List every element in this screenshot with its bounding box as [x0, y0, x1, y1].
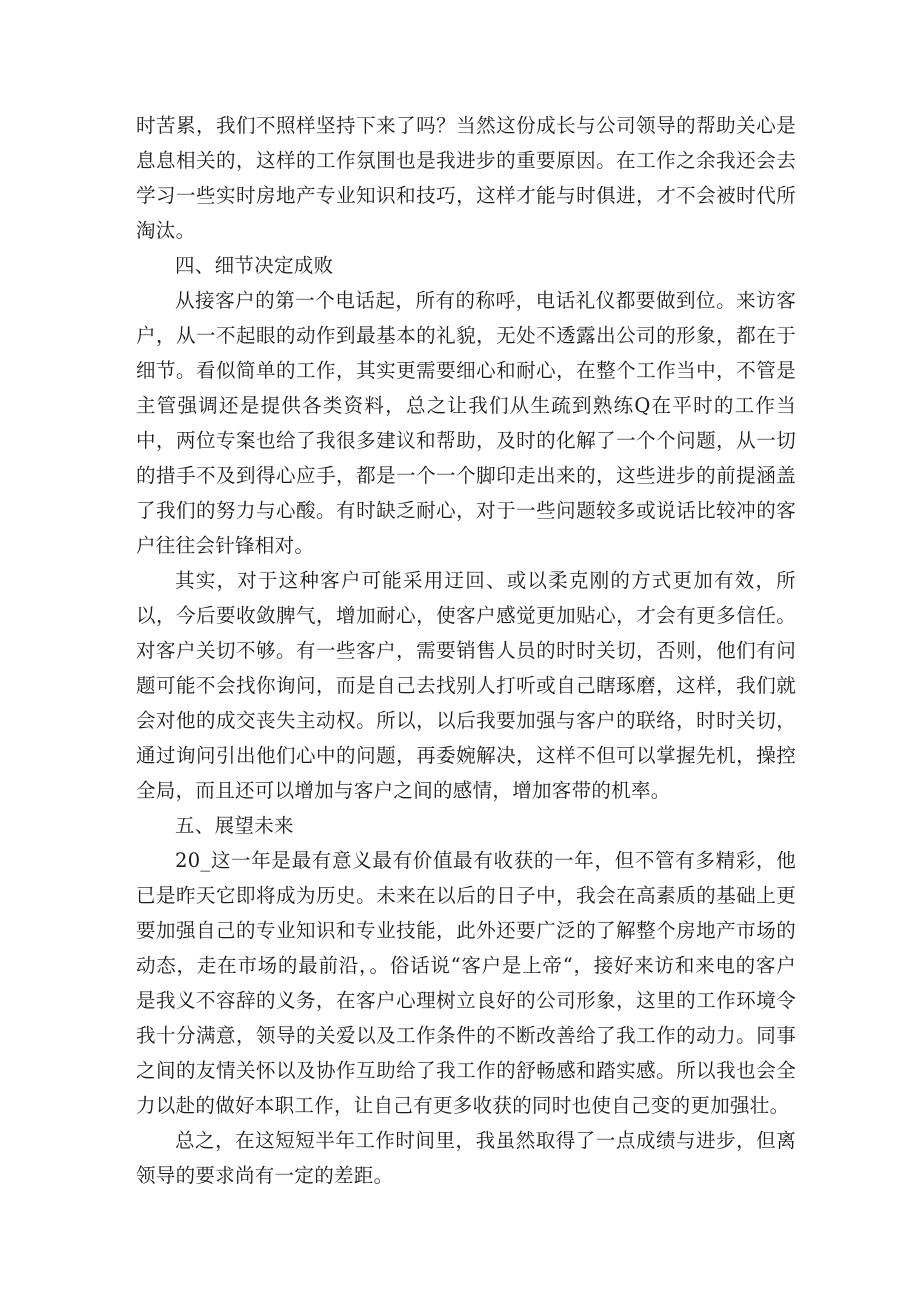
- paragraph-summary: 总之，在这短短半年工作时间里，我虽然取得了一点成绩与进步，但离领导的要求尚有一定的差距。: [136, 1129, 796, 1187]
- document-body: [136, 108, 796, 1193]
- paragraph-details: 从接客户的第一个电话起，所有的称呼，电话礼仪都要做到位。来访客户，从一不起眼的动作到最基本的礼貌，无处不透露出公司的形象，都在于细节。看似简单的工作，其实更需要细心和耐心，在整个工作当中，不管是主管强调还是提供各类资料，总之让我们从生疏到熟练Q在平时的工作当中，两位专案也给了我很多建议和帮助，及时的化解了一个个问题，从一切的措手不及到得心应手，都是一个一个脚印走出来的，这些进步的前提涵盖了我们的努力与心酸。有时缺乏耐心，对于一些问题较多或说话比较冲的客户往往会针锋相对。: [136, 289, 796, 557]
- section-heading-4: 四、细节决定成败: [175, 254, 334, 277]
- paragraph-continued: 时苦累，我们不照样坚持下来了吗？当然这份成长与公司领导的帮助关心是息息相关的，这样的工作氛围也是我进步的重要原因。在工作之余我还会去学习一些实时房地产专业知识和技巧，这样才能与时俱进，才不会被时代所淘汰。: [136, 114, 796, 242]
- paragraph-future: 20_这一年是最有意义最有价值最有收获的一年，但不管有多精彩，他已是昨天它即将成为历史。未来在以后的日子中，我会在高素质的基础上更要加强自己的专业知识和专业技能，此外还要广泛的了解整个房地产市场的动态，走在市场的最前沿，。俗话说“客户是上帝“，接好来访和来电的客户是我义不容辞的义务，在客户心理树立良好的公司形象，这里的工作环境令我十分满意，领导的关爱以及工作条件的不断改善给了我工作的动力。同事之间的友情关怀以及协作互助给了我工作的舒畅感和踏实感。所以我也会全力以赴的做好本职工作，让自己有更多收获的同时也使自己变的更加强壮。: [136, 849, 796, 1117]
- paragraph-customer-approach: 其实，对于这种客户可能采用迂回、或以柔克刚的方式更加有效，所以，今后要收敛脾气，增加耐心，使客户感觉更加贴心，才会有更多信任。对客户关切不够。有一些客户，需要销售人员的时时关切，否则，他们有问题可能不会找你询问，而是自己去找别人打听或自己瞎琢磨，这样，我们就会对他的成交丧失主动权。所以，以后我要加强与客户的联络，时时关切，通过询问引出他们心中的问题，再委婉解决，这样不但可以掌握先机，操控全局，而且还可以增加与客户之间的感情，增加客带的机率。: [136, 569, 796, 802]
- section-heading-5: 五、展望未来: [175, 814, 294, 837]
